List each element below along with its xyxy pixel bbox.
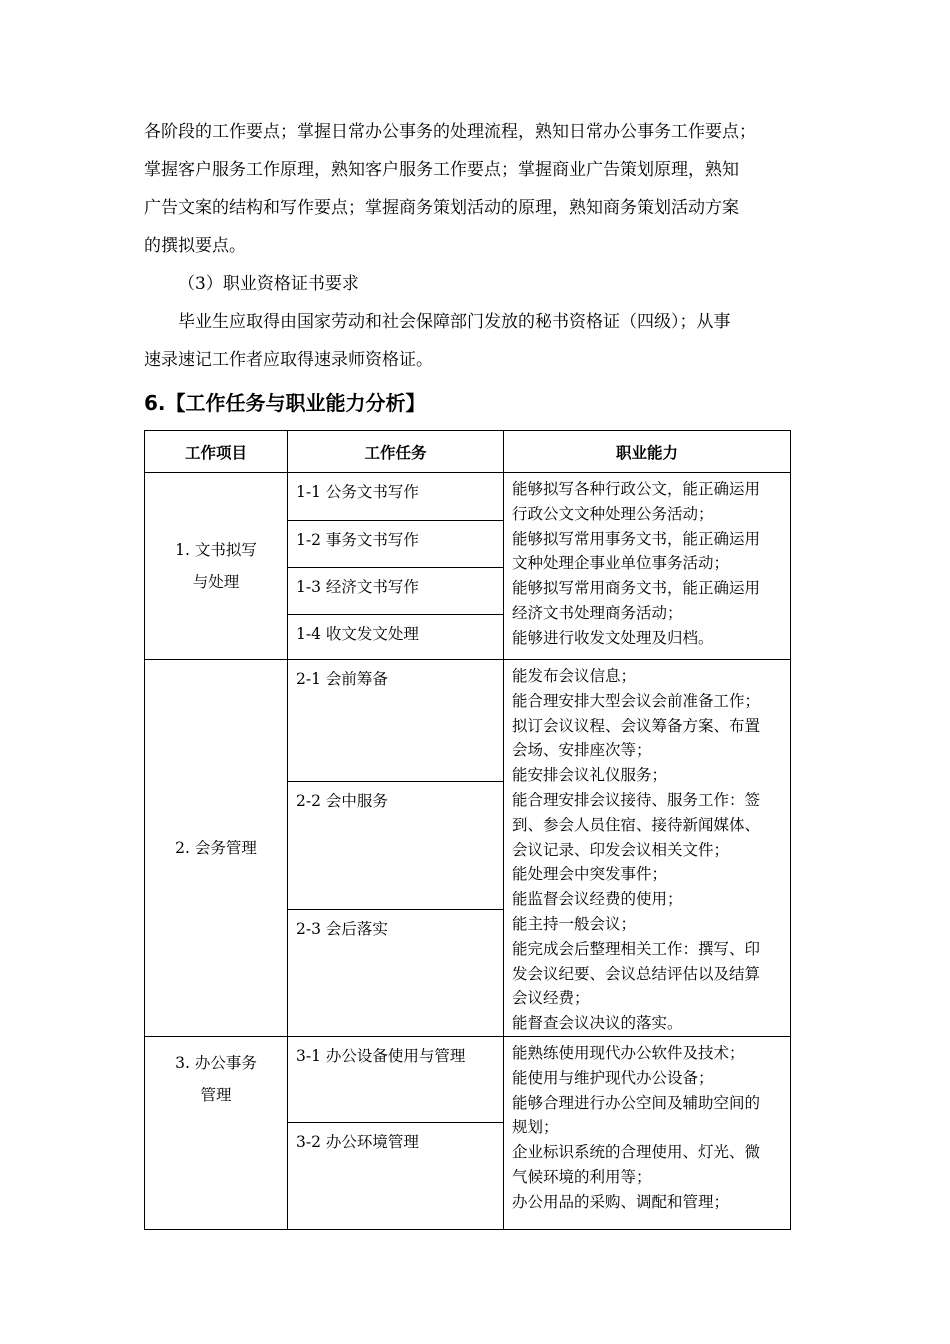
ability-cell xyxy=(504,473,791,660)
ability-line: 能够合理进行办公空间及辅助空间的 xyxy=(512,1093,761,1112)
ability-line: 能发布会议信息； xyxy=(512,667,637,685)
task-cell: 2-2 会中服务 xyxy=(288,782,504,909)
intro-line: 的撰拟要点。 xyxy=(144,236,246,256)
ability-line: 发会议纪要、会议总结评估以及结算 xyxy=(512,964,761,983)
table-row xyxy=(145,473,791,521)
ability-line: 文种处理企事业单位事务活动； xyxy=(512,554,730,573)
ability-line: 企业标识系统的合理使用、灯光、微 xyxy=(512,1143,761,1162)
project-line: 2. 会务管理 xyxy=(175,838,257,857)
ability-line: 能监督会议经费的使用； xyxy=(512,890,683,909)
ability-line: 能合理安排会议接待、服务工作：签 xyxy=(512,790,761,809)
ability-line: 能熟练使用现代办公软件及技术； xyxy=(512,1043,745,1062)
ability-line: 办公用品的采购、调配和管理； xyxy=(512,1192,730,1211)
project-line: 3. 办公事务 xyxy=(175,1053,257,1072)
ability-line: 能够拟写各种行政公文，能正确运用 xyxy=(512,480,761,498)
ability-cell xyxy=(504,1036,791,1229)
ability-line: 能使用与维护现代办公设备； xyxy=(512,1068,714,1087)
section-title: 6.【工作任务与职业能力分析】 xyxy=(144,391,426,415)
project-line: 与处理 xyxy=(192,573,240,591)
ability-line: 到、参会人员住宿、接待新闻媒体、 xyxy=(512,815,761,834)
ability-line: 拟订会议议程、会议筹备方案、布置 xyxy=(512,716,761,735)
ability-line: 会议记录、印发会议相关文件； xyxy=(512,840,730,859)
ability-line: 能合理安排大型会议会前准备工作； xyxy=(512,691,761,710)
ability-line: 能处理会中突发事件； xyxy=(512,865,668,884)
ability-line: 会议经费； xyxy=(512,989,590,1008)
cert-section xyxy=(144,265,808,379)
ability-line: 规划； xyxy=(512,1118,559,1137)
ability-line: 气候环境的利用等； xyxy=(512,1167,652,1186)
project-line: 1. 文书拟写 xyxy=(175,541,257,559)
table-header-row xyxy=(145,431,791,473)
project-cell xyxy=(145,473,288,660)
header-ability: 职业能力 xyxy=(504,431,791,473)
header-project: 工作项目 xyxy=(145,431,288,473)
intro-line: 广告文案的结构和写作要点；掌握商务策划活动的原理，熟知商务策划活动方案 xyxy=(144,198,739,218)
project-cell xyxy=(145,660,288,1037)
task-cell: 1-2 事务文书写作 xyxy=(288,521,504,568)
ability-line: 能完成会后整理相关工作：撰写、印 xyxy=(512,939,761,958)
ability-line: 行政公文文种处理公务活动； xyxy=(512,504,714,523)
task-cell: 3-2 办公环境管理 xyxy=(288,1122,504,1229)
task-cell: 1-4 收文发文处理 xyxy=(288,615,504,660)
ability-line: 能够拟写常用事务文书，能正确运用 xyxy=(512,529,761,548)
cert-heading: （3）职业资格证书要求 xyxy=(178,274,359,294)
task-ability-table xyxy=(144,430,791,1230)
task-cell: 1-1 公务文书写作 xyxy=(288,473,504,521)
task-cell: 3-1 办公设备使用与管理 xyxy=(288,1036,504,1122)
project-cell xyxy=(145,1036,288,1229)
intro-line: 各阶段的工作要点；掌握日常办公事务的处理流程，熟知日常办公事务工作要点； xyxy=(144,122,756,142)
cert-line: 速录速记工作者应取得速录师资格证。 xyxy=(144,350,433,370)
project-line: 管理 xyxy=(200,1085,232,1104)
ability-line: 能安排会议礼仪服务； xyxy=(512,766,668,785)
ability-line: 能主持一般会议； xyxy=(512,914,637,933)
header-task: 工作任务 xyxy=(288,431,504,473)
task-cell: 1-3 经济文书写作 xyxy=(288,568,504,615)
intro-line: 掌握客户服务工作原理，熟知客户服务工作要点；掌握商业广告策划原理，熟知 xyxy=(144,160,739,180)
ability-line: 经济文书处理商务活动； xyxy=(512,603,683,622)
ability-line: 能够拟写常用商务文书，能正确运用 xyxy=(512,579,761,598)
cert-line: 毕业生应取得由国家劳动和社会保障部门发放的秘书资格证（四级）；从事 xyxy=(178,312,731,332)
table-row xyxy=(145,1036,791,1122)
task-cell: 2-1 会前筹备 xyxy=(288,660,504,782)
ability-cell xyxy=(504,660,791,1037)
task-cell: 2-3 会后落实 xyxy=(288,909,504,1036)
intro-paragraph xyxy=(144,113,808,265)
ability-line: 能督查会议决议的落实。 xyxy=(512,1014,683,1033)
ability-line: 能够进行收发文处理及归档。 xyxy=(512,628,714,647)
table-row xyxy=(145,660,791,782)
ability-line: 会场、安排座次等； xyxy=(512,741,652,760)
